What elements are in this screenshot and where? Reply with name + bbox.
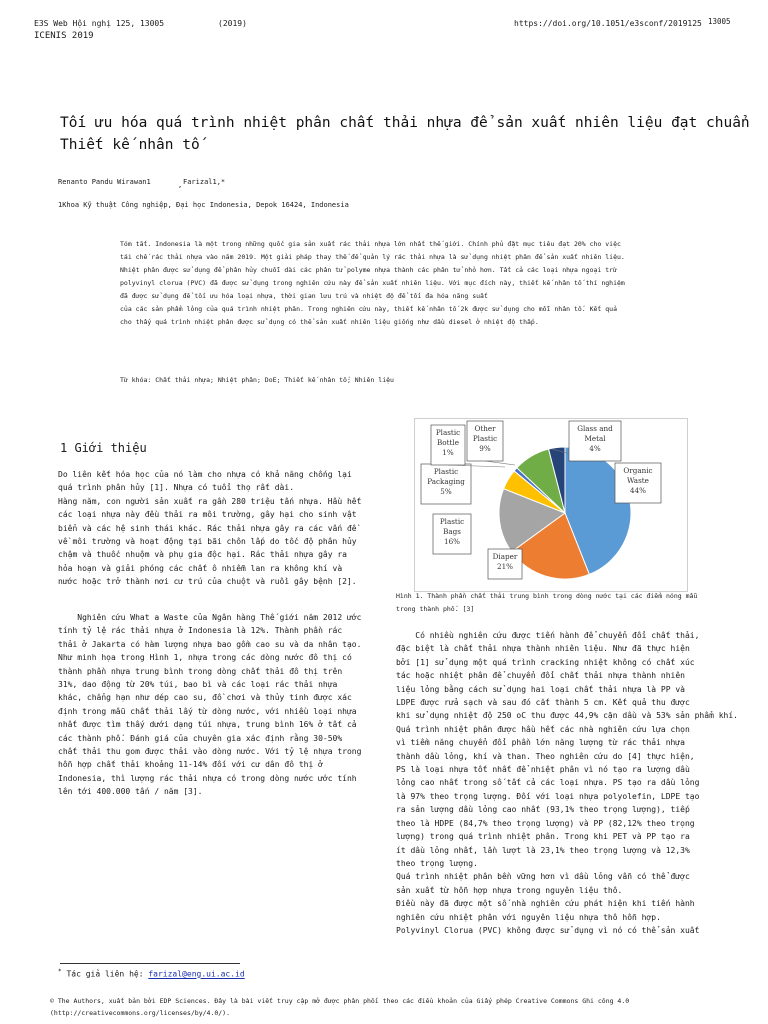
text-line: thành phần nhựa trung bình trong dòng chất thải đô thị trên: [58, 666, 343, 676]
label-text: Plastic: [472, 434, 498, 443]
text-line: Polyvinyl Clorua (PVC) không được sử dụng vì nó có thể sản xuất: [396, 925, 700, 935]
label-text: 4%: [589, 444, 601, 453]
abstract-line: Tóm tắt. Indonesia là một trong những quốc gia sản xuất rác thải nhựa lớn nhất thế giới. Chính phủ đặt mục tiêu đạt 20% cho việc: [120, 240, 621, 248]
text-line: khác, chẳng hạn như dép cao su, đồ chơi và thủy tinh được xác: [58, 693, 352, 703]
text-line: định trong mẫu chất thải lấy từ dòng nước, với nhiều loại nhựa: [58, 706, 357, 716]
text-line: Quá trình nhiệt phân được hầu hết các nhà nghiên cứu lựa chọn: [396, 724, 690, 734]
doi-link[interactable]: https://doi.org/10.1051/e3sconf/2019125: [514, 19, 702, 28]
text-line: Quá trình nhiệt phân bền vững hơn vì dầu lỏng vẫn có thể được: [396, 872, 690, 882]
text-line: Nghiên cứu What a Waste của Ngân hàng Thế giới năm 2012 ước: [58, 613, 362, 622]
pie-label-plastic-packaging: [421, 464, 471, 504]
label-text: Waste: [627, 476, 649, 485]
pie-label-plastic-bags: [433, 514, 471, 554]
text-line: tác hoặc nhiệt phân để chuyển đổi chất thải nhựa thành nhiên: [396, 671, 685, 681]
abstract-line: của các sản phẩm lỏng của quá trình nhiệt phân. Trong nghiên cứu này, thiết kế nhân tố 2k được sử dụng cho mỗi nhân tố. Kết quả: [120, 305, 617, 313]
text-line: lỏng cao nhất trong số tất cả các loại nhựa. PS tạo ra dầu lỏng: [396, 778, 700, 788]
label-text: Glass and: [577, 424, 613, 433]
label-text: 16%: [444, 537, 460, 546]
doi-suffix: 13005: [708, 17, 731, 26]
text-line: nhất được tìm thấy dưới dạng túi nhựa, trung bình 16% ở tất cả: [58, 720, 357, 730]
text-line: nước hoặc trở thành nơi cư trú của chuột và ruồi gây bệnh [2].: [58, 577, 357, 587]
text-line: sản xuất từ hỗn hợp nhựa trong nguyên liệu thô.: [396, 885, 623, 895]
text-line: Indonesia, thì lượng rác thải nhựa có trong dòng nước ước tính: [58, 773, 357, 783]
text-line: Hàng năm, con người sản xuất ra gần 280 triệu tấn nhựa. Hầu hết: [58, 496, 362, 506]
text-line: lên tới 400.000 tấn / năm [3].: [58, 787, 203, 797]
paper-title: [60, 112, 760, 156]
affiliation: 1Khoa Kỹ thuật Công nghiệp, Đại học Indonesia, Depok 16424, Indonesia: [58, 201, 349, 209]
text-line: khi sử dụng nhiệt độ 250 oC thu được 44,9% cặn dầu và 53% sản phẩm khí.: [396, 711, 738, 721]
text-line: hỗn hợp chất thải khoảng 11-14% đối với cư dân đô thị ở: [58, 760, 323, 770]
text-line: ra sản lượng dầu lỏng cao nhất (93,1% theo trọng lượng), tiếp: [396, 805, 690, 815]
label-text: 1%: [442, 448, 454, 457]
label-text: Packaging: [427, 477, 465, 486]
label-text: Plastic: [439, 517, 465, 526]
pie-label-other-plastic: [467, 421, 515, 465]
text-line: các thành phố. Đánh giá của chuyên gia xác định rằng 30-50%: [58, 733, 343, 743]
text-line: quá trình phân hủy [1]. Nhựa có tuổi thọ rất dài.: [58, 483, 295, 493]
license-line: © The Authors, xuất bản bởi EDP Sciences. Đây là bài viết truy cập mở được phân phối theo các điều khoản của Giấy phép Creative Commons Ghi công 4.0: [50, 997, 630, 1005]
text-line: hỏa hoạn và giải phóng các chất ô nhiễm lan ra không khí và: [58, 563, 343, 573]
license-notice: [50, 995, 730, 1019]
author-2: Farizal1,*: [183, 178, 226, 186]
pie-chart-svg: [415, 419, 687, 591]
caption-line: Hình 1. Thành phần chất thải trung bình trong dòng nước tại các điểm nóng mẫu: [396, 592, 698, 600]
abstract-line: Nhiệt phân được sử dụng để phân hủy chuỗi dài các phân tử polyme nhựa thành các phân tử nhỏ hơn. Tất cả các loại nhựa ngoại trừ: [120, 266, 617, 274]
intro-paragraph-2: [58, 611, 373, 799]
keywords: Từ khóa: Chất thải nhựa; Nhiệt phân; DoE; Thiết kế nhân tố; Nhiên liệu: [120, 376, 394, 384]
label-text: Bottle: [437, 438, 459, 447]
label-text: 21%: [497, 562, 513, 571]
pie-label-diaper: [488, 549, 522, 579]
label-text: Plastic: [433, 467, 459, 476]
label-text: Organic: [623, 466, 653, 475]
label-text: Metal: [584, 434, 606, 443]
label-text: Bags: [443, 527, 461, 536]
corresponding-author: [58, 968, 245, 979]
intro-paragraph-1: [58, 468, 368, 589]
label-text: Plastic: [435, 428, 461, 437]
paper-title-line2: Thiết kế nhân tố: [60, 137, 200, 153]
author-email-link[interactable]: farizal@eng.ui.ac.id: [148, 969, 245, 979]
text-line: vì tiềm năng chuyển đổi phần lớn năng lượng từ rác thải nhựa: [396, 738, 685, 748]
text-line: chậm và thuốc nhuộm và phụ gia độc hại. Rác thải nhựa gây ra: [58, 550, 347, 560]
text-line: chất thải thu gom được thải vào dòng nước. Với tỷ lệ nhựa trong: [58, 747, 362, 757]
abstract-line: tái chế rác thải nhựa vào năm 2019. Một giải pháp thay thế để quản lý rác thải nhựa là sử dụng nhiệt phân để sản xuất nhiên liệu.: [120, 253, 625, 261]
paper-title-line1: Tối ưu hóa quá trình nhiệt phân chất thải nhựa để sản xuất nhiên liệu đạt chuẩn: [60, 115, 750, 131]
caption-line: trong thành phố. [3]: [396, 605, 475, 613]
pie-label-organic-waste: [615, 463, 661, 503]
text-line: 31%, dao động từ 20% túi, bao bì và các loại rác thải nhựa: [58, 680, 338, 690]
text-line: về môi trường và hoạt động tại bãi chôn lấp do tốc độ phân hủy: [58, 537, 357, 547]
text-line: theo là HDPE (84,7% theo trọng lượng) và PP (82,12% theo trọng: [396, 818, 695, 828]
text-line: các loại nhựa này đều thải ra môi trường, gây hại cho sinh vật: [58, 510, 357, 520]
conference-name: ICENIS 2019: [34, 31, 94, 41]
text-line: bởi [1] sử dụng một quá trình cracking nhiệt không có chất xúc: [396, 657, 695, 667]
text-line: biển và các hệ sinh thái khác. Rác thải nhựa gây ra các vấn đề: [58, 523, 357, 533]
text-line: đặc biệt là chất thải nhựa thành nhiên liệu. Như đã thực hiện: [396, 644, 690, 654]
text-line: nghiên cứu nhiệt phân với nguyên liệu nhựa thô hỗn hợp.: [396, 912, 661, 922]
leader-line: [485, 461, 515, 465]
footnote-divider: [60, 963, 240, 964]
abstract: [120, 238, 648, 329]
text-line: lượng) trong quá trình nhiệt phân. Trong khi PET và PP tạo ra: [396, 832, 690, 842]
abstract-line: đã được sử dụng để tối ưu hóa loại nhựa, thời gian lưu trú và nhiệt độ để tối đa hóa năng suất: [120, 292, 488, 300]
author-1: Renanto Pandu Wirawan1: [58, 178, 151, 186]
label-text: 44%: [630, 486, 646, 495]
journal-year: (2019): [218, 19, 247, 28]
text-line: là 97% theo trọng lượng. Đối với loại nhựa polyolefin, LDPE tạo: [396, 791, 700, 801]
text-line: Như minh họa trong Hình 1, nhựa trong các dòng nước đô thị có: [58, 653, 352, 663]
footnote-marker: *: [58, 968, 62, 975]
intro-paragraph-3: [396, 629, 746, 937]
figure-1-caption: [396, 590, 726, 616]
text-line: thành dầu lỏng, khí và than. Theo nghiên cứu do [4] thực hiện,: [396, 751, 695, 761]
figure-1-pie-chart: [414, 418, 688, 592]
license-line[interactable]: (http://creativecommons.org/licenses/by/4.0/).: [50, 1009, 231, 1017]
journal-info: E3S Web Hội nghị 125, 13005: [34, 19, 165, 28]
text-line: Do liên kết hóa học của nó làm cho nhựa có khả năng chống lại: [58, 470, 352, 479]
label-text: Diaper: [492, 552, 518, 561]
author-separator: ,: [178, 181, 183, 189]
text-line: ít dầu lỏng nhất, lần lượt là 23,1% theo trọng lượng và 12,3%: [396, 845, 690, 855]
text-line: LDPE được rửa sạch và sau đó cắt thành 5 cm. Kết quả thu được: [396, 698, 690, 708]
text-line: tính tỷ lệ rác thải nhựa ở Indonesia là 12%. Thành phần rác: [58, 626, 343, 636]
text-line: thải ở Jakarta có hàm lượng nhựa bao gồm cao su và da nhân tạo.: [58, 639, 362, 649]
label-text: 9%: [479, 444, 491, 453]
text-line: theo trọng lượng.: [396, 858, 478, 868]
text-line: PS là loại nhựa tốt nhất để nhiệt phân vì nó tạo ra lượng dầu: [396, 765, 690, 775]
label-text: Other: [474, 424, 496, 433]
abstract-line: polyvinyl clorua (PVC) đã được sử dụng trong nghiên cứu này để sản xuất nhiên liệu. Với mục đích này, thiết kế nhân tố thí nghiệm: [120, 279, 625, 287]
abstract-line: cho thấy quá trình nhiệt phân được sử dụng có thể sản xuất nhiên liệu giống như dầu diesel ở nhiệt độ thấp.: [120, 318, 539, 326]
label-text: 5%: [440, 487, 452, 496]
text-line: liệu lỏng bằng cách sử dụng hai loại chất thải nhựa là PP và: [396, 684, 685, 694]
footnote-label: Tác giả liên hệ:: [66, 969, 144, 979]
text-line: Điều này đã được một số nhà nghiên cứu phát hiện khi tiến hành: [396, 899, 695, 909]
section-heading: 1 Giới thiệu: [60, 441, 147, 455]
text-line: Có nhiều nghiên cứu được tiến hành để chuyển đổi chất thải,: [396, 631, 700, 640]
